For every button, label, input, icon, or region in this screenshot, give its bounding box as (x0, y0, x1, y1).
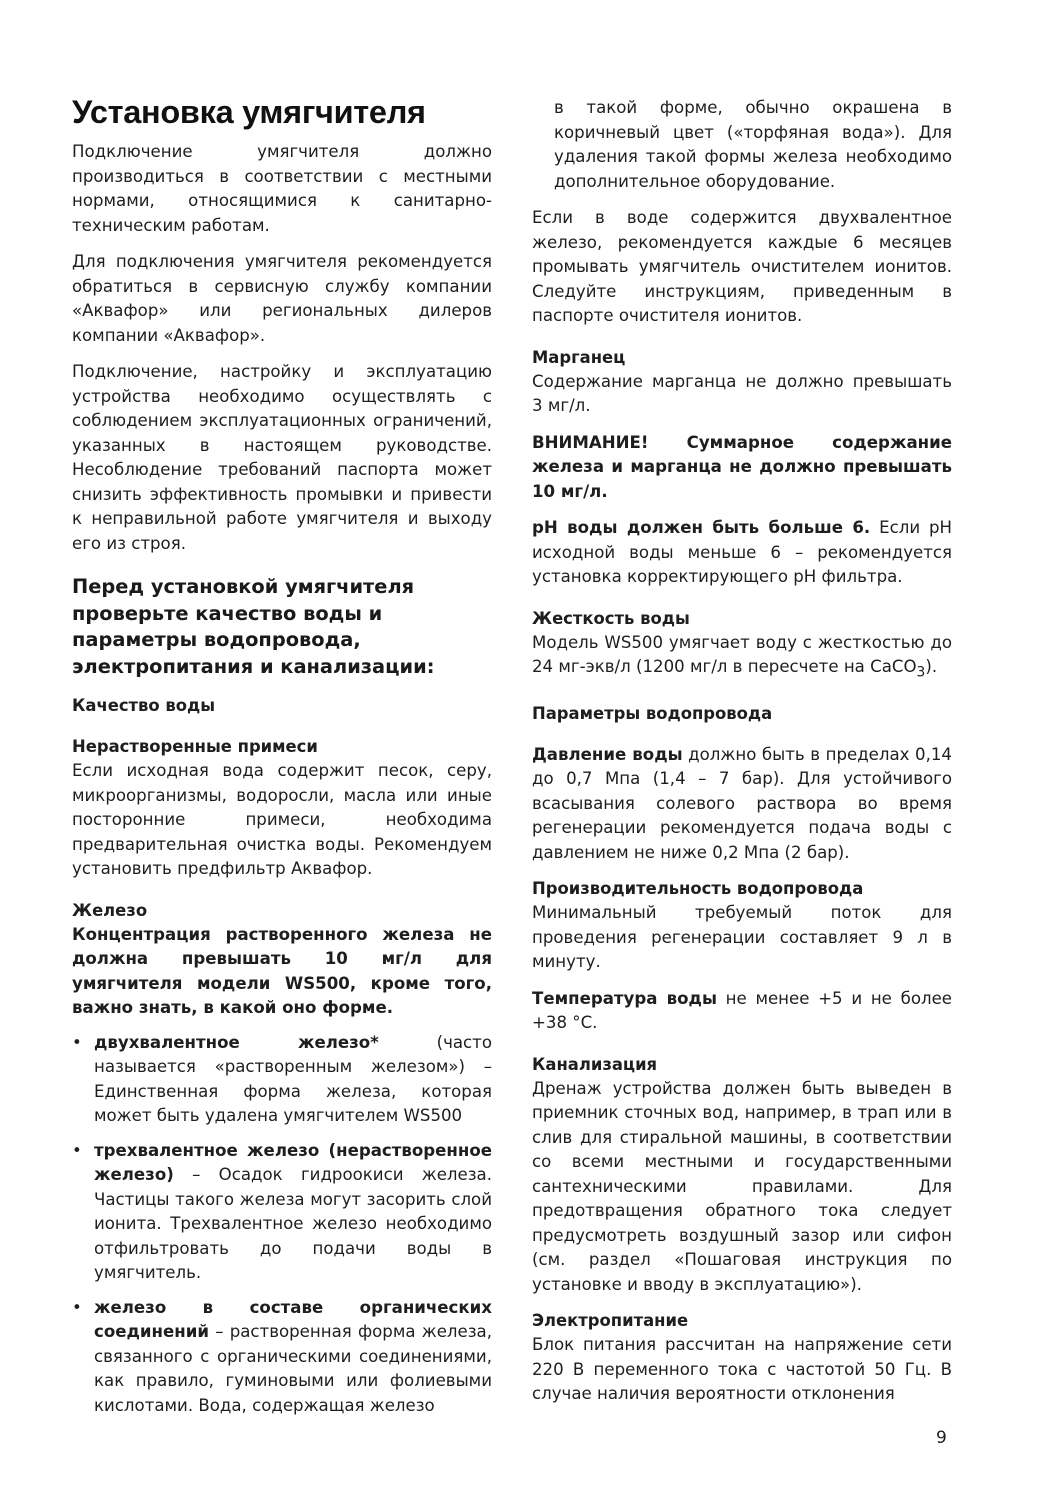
plumbing-heading: Параметры водопровода (532, 703, 773, 723)
manganese-text: Содержание марганца не должно превышать 3 мг/л. (532, 371, 952, 415)
flow-text: Минимальный требуемый поток для проведения регенерации составляет 9 л в минуту. (532, 903, 952, 972)
iron-requirement-bold: Концентрация растворенного железа не должна превышать 10 мг/л для умягчителя модели WS500, кроме того, важно знать, в какой оно форме. (72, 924, 492, 1017)
list-item (72, 1031, 492, 1129)
paragraph-service-contact: Для подключения умягчителя рекомендуется обратиться в сервисную службу компании «Аквафор» или региональных дилеров компании «Аквафор». (72, 252, 492, 345)
ph-bold: pH воды должен быть больше 6. (532, 518, 871, 537)
hardness-subscript: 3 (916, 664, 926, 681)
iron-heading: Железо (72, 900, 148, 920)
warning-bold: ВНИМАНИЕ! Суммарное содержание железа и марганца не должно превышать 10 мг/л. (532, 432, 952, 501)
bullet-term: двухвалентное железо* (94, 1032, 379, 1052)
section-subheading: Перед установкой умягчителя проверьте качество воды и параметры водопровода, электропитания и канализации: (72, 575, 435, 678)
temperature-detail: не менее +5 и не более +38 °С. (532, 988, 952, 1033)
right-column (532, 96, 952, 1407)
list-item (72, 1139, 492, 1286)
sewer-heading: Канализация (532, 1054, 658, 1074)
power-text: Блок питания рассчитан на напряжение сети 220 В переменного тока с частотой 50 Гц. В случае наличия вероятности отклонения (532, 1335, 952, 1404)
pressure-text (532, 743, 952, 866)
warning-text (532, 431, 952, 505)
left-column (72, 92, 492, 1418)
temperature-text (532, 987, 952, 1036)
paragraph-ion-cleaner: Если в воде содержится двухвалентное железо, рекомендуется каждые 6 месяцев промывать умягчитель очистителем ионитов. Следуйте инструкциям, приведенным в паспорте очистителя ионитов. (532, 208, 952, 325)
bullet-continuation-text: в такой форме, обычно окрашена в коричневый цвет («торфяная вода»). Для удаления такой формы железа необходимо дополнительное оборудование. (554, 98, 952, 191)
page-title: Установка умягчителя (72, 94, 426, 130)
hardness-heading: Жесткость воды (532, 608, 690, 628)
bullet-text: (часто называется «растворенным железом») – Единственная форма железа, которая может быть удалена умягчителем WS500 (94, 1032, 492, 1125)
pressure-bold: Давление воды (532, 744, 683, 764)
ph-text (532, 516, 952, 590)
list-item (72, 1296, 492, 1419)
water-quality-heading: Качество воды (72, 696, 216, 715)
temperature-bold: Температура воды (532, 988, 717, 1008)
bullet-term: трехвалентное железо (нерастворенное железо) (94, 1140, 492, 1184)
insoluble-impurities-text: Если исходная вода содержит песок, серу, микроорганизмы, водоросли, масла или иные посторонние примеси, необходима предварительная очистка воды. Рекомендуем установить предфильтр Аквафор. (72, 761, 492, 878)
iron-forms-list (72, 1031, 492, 1419)
bullet-text: – Осадок гидроокиси железа. Частицы такого железа могут засорить слой ионита. Трехвалентное железо необходимо отфильтровать до подачи воды в умягчитель. (94, 1165, 492, 1282)
paragraph-operating-limits: Подключение, настройку и эксплуатацию устройства необходимо осуществлять с соблюдением эксплуатационных ограничений, указанных в настоящем руководстве. Несоблюдение требований паспорта может снизить эффективность промывки и привести к неправильной работе умягчителя и выходу его из строя. (72, 362, 492, 553)
iron-requirement-text (72, 923, 492, 1021)
bullet-term: железо в составе органических соединений (94, 1297, 492, 1341)
insoluble-impurities-heading: Нерастворенные примеси (72, 737, 318, 756)
hardness-main: Модель WS500 умягчает воду с жесткостью до 24 мг-экв/л (1200 мг/л в пересчете на CaCO (532, 632, 952, 676)
bullet-text: – растворенная форма железа, связанного с органическими соединениями, как правило, гуминовыми или фолиевыми кислотами. Вода, содержащая железо (94, 1322, 492, 1415)
ph-detail: Если pH исходной воды меньше 6 – рекомендуется установка корректирующего pH фильтра. (532, 518, 952, 586)
hardness-tail: ). (925, 657, 938, 676)
hardness-text (532, 631, 952, 685)
sewer-text: Дренаж устройства должен быть выведен в приемник сточных вод, например, в трап или в слив для стиральной машины, в соответствии со всеми местными и государственными сантехническими правилами. Для предотвращения обратного тока следует предусмотреть воздушный зазор или сифон (см. раздел «Пошаговая инструкция по установке и вводу в эксплуатацию»). (532, 1078, 952, 1294)
manganese-heading: Марганец (532, 347, 626, 367)
power-heading: Электропитание (532, 1311, 689, 1331)
pressure-detail: должно быть в пределах 0,14 до 0,7 Мпа (1,4 – 7 бар). Для устойчивого всасывания солевого раствора во время регенерации рекомендуется подача воды с давлением не ниже 0,2 Мпа (2 бар). (532, 744, 952, 862)
flow-heading: Производительность водопровода (532, 879, 864, 899)
page-number: 9 (936, 1428, 947, 1448)
paragraph-connection-norms: Подключение умягчителя должно производиться в соответствии с местными нормами, относящимися к санитарно-техническим работам. (72, 142, 492, 235)
